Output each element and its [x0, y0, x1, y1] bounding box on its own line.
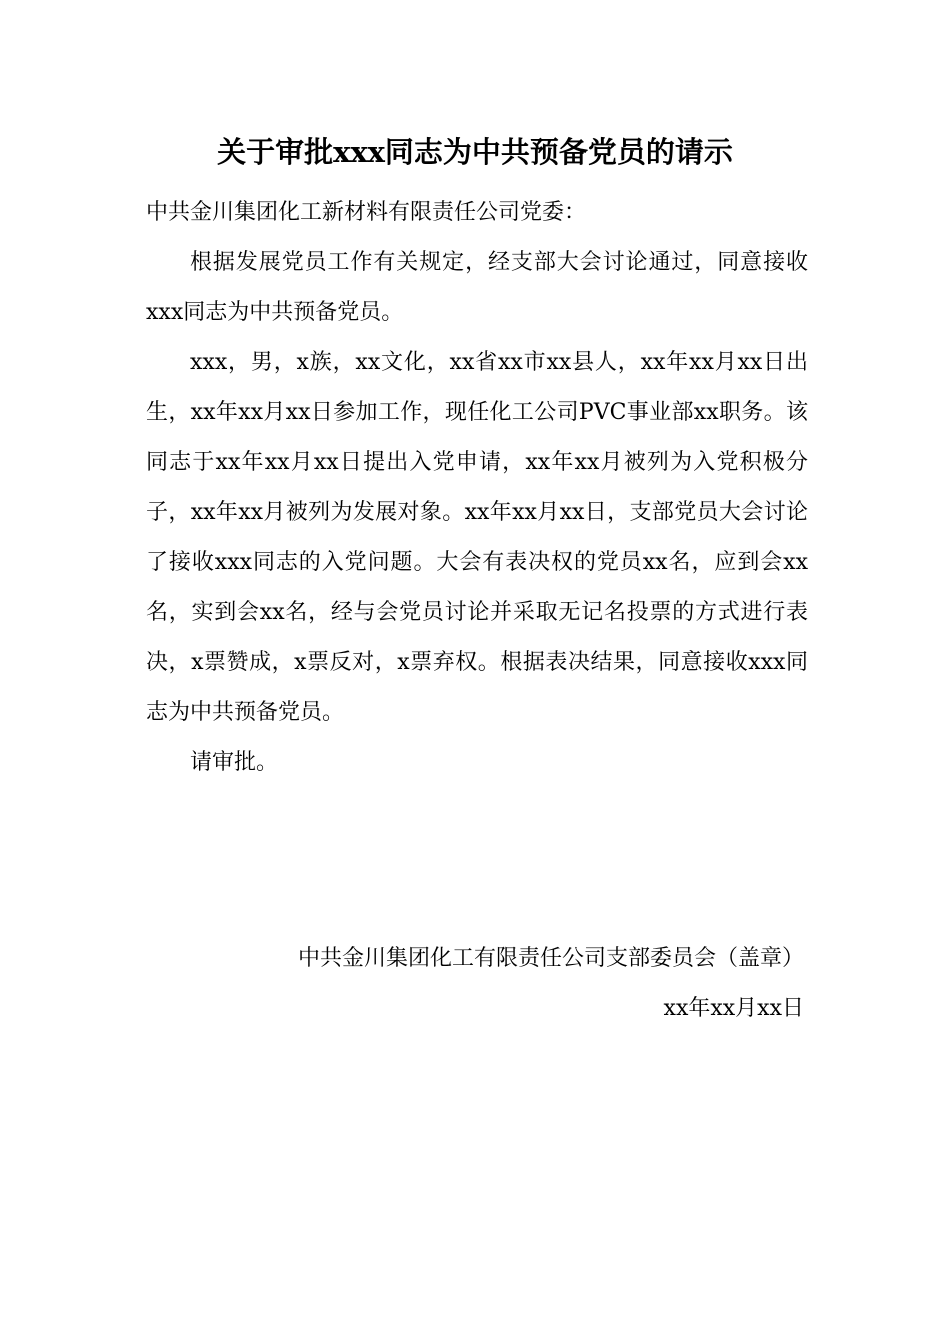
document-title: 关于审批xxx同志为中共预备党员的请示: [217, 135, 733, 169]
signature-date: xx年xx月xx日: [663, 996, 804, 1021]
salutation: 中共金川集团化工新材料有限责任公司党委：: [146, 200, 587, 225]
signature-block: [298, 934, 804, 1034]
paragraph-closing: 请审批。: [190, 750, 279, 775]
signature-organization: 中共金川集团化工有限责任公司支部委员会（盖章）: [297, 946, 804, 971]
paragraph-request: 根据发展党员工作有关规定，经支部大会讨论通过，同意接收xxx同志为中共预备党员。: [146, 250, 808, 325]
paragraph-details: xxx，男，x族，xx文化，xx省xx市xx县人，xx年xx月xx日出生，xx年xx月xx日参加工作，现任化工公司PVC事业部xx职务。该同志于xx年xx月xx日提出入党申请，xx年xx月被列为入党积极分子，xx年xx月被列为发展对象。xx年xx月xx日，支部党员大会讨论了接收xxx同志的入党问题。大会有表决权的党员xx名，应到会xx名，实到会xx名，经与会党员讨论并采取无记名投票的方式进行表决，x票赞成，x票反对，x票弃权。根据表决结果，同意接收xxx同志为中共预备党员。: [146, 350, 808, 725]
document-body: [146, 188, 808, 788]
